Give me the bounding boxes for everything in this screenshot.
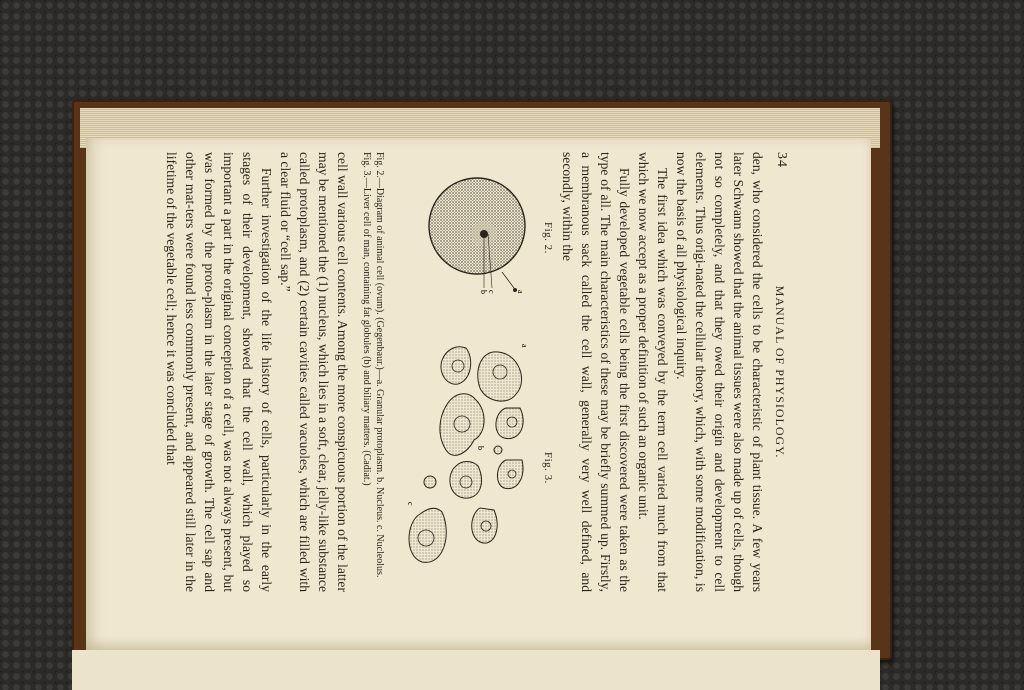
fig2-letter-a: a: [516, 290, 525, 294]
fig3-liver-cells-illustration: [398, 342, 538, 582]
paragraph-4: cell wall various cell contents. Among the more conspicuous portion of the latter may be mentioned the (1) nucleus, which lies in a soft, clear, jelly-like substance called protoplasm, and (2) certain cavities called vacuoles, which are filled with a clear fluid or “cell sap.”: [278, 152, 350, 592]
fig2-animal-cell-illustration: [422, 174, 532, 304]
paragraph-3: Fully developed vegetable cells being the first discovered were taken as the type of all. The main characteristics of these may be briefly summed up. Firstly, a membranous sack called the cell wall, generally very well defined, and secondly, within the: [560, 152, 632, 592]
page-header: [767, 152, 789, 592]
underlying-page: [72, 650, 880, 690]
fig2-label: Fig. 2.: [542, 222, 554, 254]
fig3-label: Fig. 3.: [542, 452, 554, 484]
paragraph-2: The first idea which was conveyed by the term cell varied much from that which we now accept as a proper definition of such an organic unit.: [636, 152, 670, 592]
text-block: [162, 152, 789, 592]
paragraph-5: Further investigation of the life history of cells, particularly in the early stages of their development, showed that the cell wall, which played so important a part in the original conception of a cell, was not always present, but was formed by the proto-plasm in the later stage of growth. The cell sap and other mat-ters were found less commonly present, and appeared still later in the lifetime of the vegetable cell; hence it was concluded that: [164, 152, 274, 592]
figure-row: [386, 152, 554, 592]
fig3-letter-c: c: [406, 502, 415, 506]
fig2-letter-b: b: [479, 290, 488, 294]
fig2-caption: Fig. 2.—Diagram of animal cell (ovum). (Gegenbaur.)—a. Granular protoplasm. b. Nucleus. c. Nucleolus.: [374, 152, 385, 578]
paragraph-1: den, who considered the cells to be characteristic of plant tissue. A few years later Schwann showed that the animal tissues were also made up of cells, though not so completely, and that they owed their origin and development to cell elements. Thus origi-nated the cellular theory, which, with some modification, is now the basis of all physiological inquiry.: [674, 152, 765, 592]
fig2-letter-c: c: [487, 290, 496, 294]
page-number: 34: [774, 152, 789, 168]
fig3-caption: Fig. 3.—Liver cell of man, containing fat globules (b) and biliary matters. (Cadiat.): [361, 152, 372, 486]
running-title: MANUAL OF PHYSIOLOGY.: [773, 285, 787, 459]
fig3-letter-a: a: [520, 344, 529, 348]
fig3-letter-b: b: [476, 446, 485, 450]
page-content: [86, 138, 871, 650]
